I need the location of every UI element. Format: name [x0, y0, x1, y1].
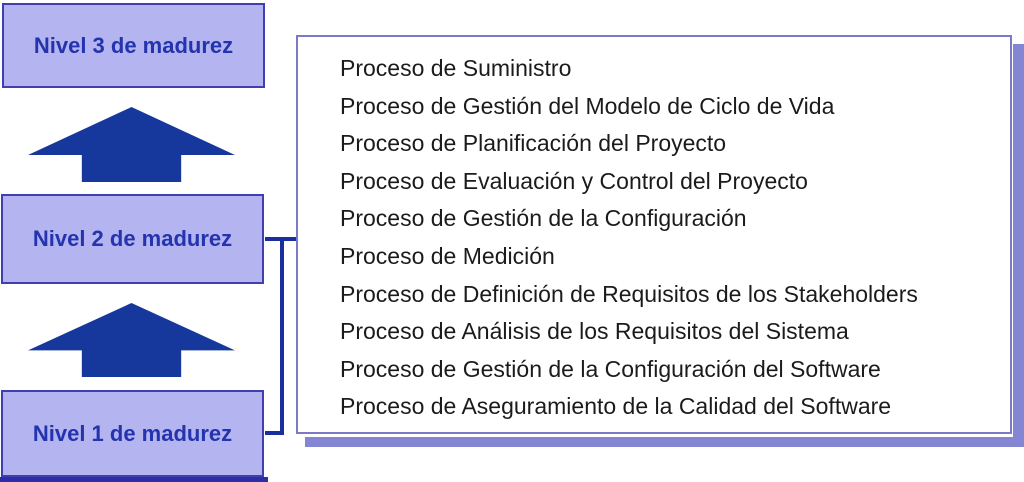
- process-item: Proceso de Análisis de los Requisitos del Sistema: [340, 318, 849, 345]
- process-item: Proceso de Gestión de la Configuración del Software: [340, 355, 881, 382]
- process-item: Proceso de Medición: [340, 242, 555, 269]
- process-item: Proceso de Planificación del Proyecto: [340, 130, 727, 157]
- process-list: [298, 37, 1010, 426]
- level-3-box: [2, 3, 265, 88]
- panel-shadow: [305, 437, 1024, 447]
- up-arrow-icon: [28, 303, 235, 377]
- level-3-label: Nivel 3 de madurez: [33, 32, 234, 58]
- process-item: Proceso de Gestión de la Configuración: [340, 205, 747, 232]
- connector-level1-to-vertical: [265, 431, 284, 435]
- level-1-box-shadow: [0, 477, 268, 482]
- panel-shadow: [1013, 44, 1024, 447]
- process-item: Proceso de Definición de Requisitos de los Stakeholders: [340, 280, 918, 307]
- level-1-label: Nivel 1 de madurez: [32, 420, 233, 446]
- level-2-label: Nivel 2 de madurez: [32, 226, 233, 251]
- level-1-box: [1, 390, 264, 477]
- connector-vertical: [280, 237, 284, 435]
- process-item: Proceso de Suministro: [340, 55, 572, 81]
- process-item: Proceso de Aseguramiento de la Calidad del Software: [340, 393, 892, 420]
- process-panel: [296, 35, 1012, 434]
- up-arrow-icon: [28, 107, 235, 182]
- process-item: Proceso de Gestión del Modelo de Ciclo de Vida: [340, 92, 835, 119]
- level-2-box: [1, 194, 264, 284]
- process-item: Proceso de Evaluación y Control del Proyecto: [340, 167, 808, 194]
